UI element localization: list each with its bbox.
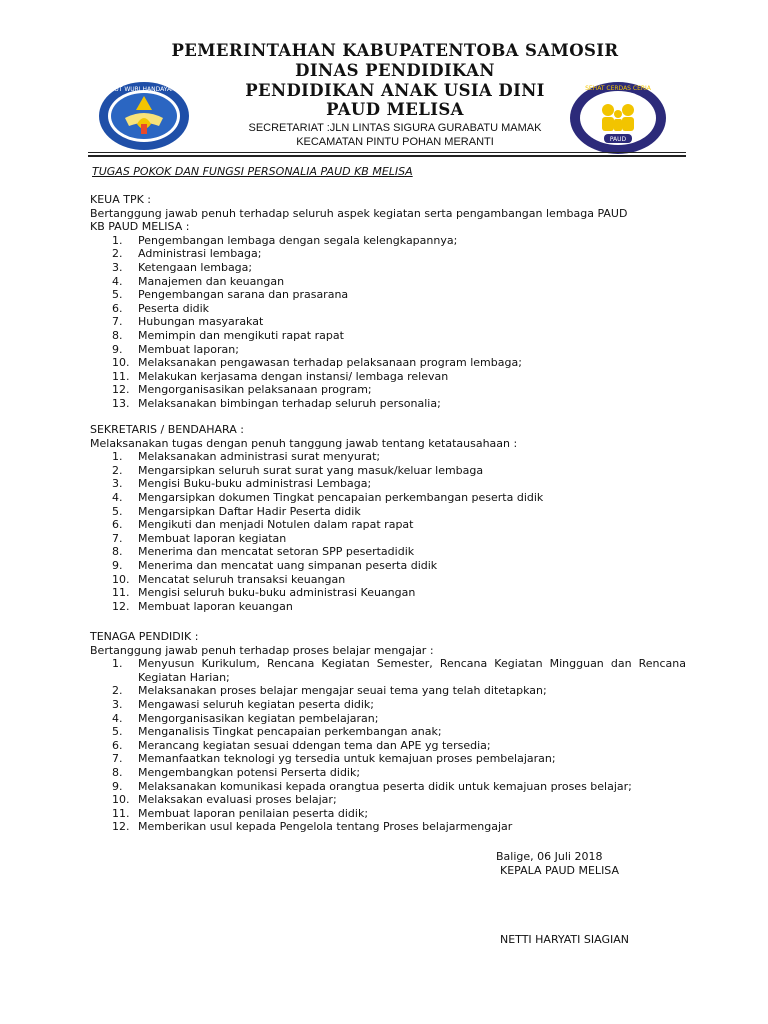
right-logo-motto: SEHAT CERDAS CERIA xyxy=(585,85,651,92)
list-item: 10. Melaksanakan pengawasan terhadap pelaksanaan program lembaga; xyxy=(112,356,522,370)
header-address-2: KECAMATAN PINTU POHAN MERANTI xyxy=(296,136,494,148)
list-item: 11. Mengisi seluruh buku-buku administrasi Keuangan xyxy=(112,586,416,600)
list-item: 12. Mengorganisasikan pelaksanaan program; xyxy=(112,383,372,397)
left-logo-motto: TUT WURI HANDAYANI xyxy=(110,86,178,93)
list-item: 7. Hubungan masyarakat xyxy=(112,315,264,329)
duty-list xyxy=(90,450,690,613)
list-item: 6. Mengikuti dan menjadi Notulen dalam rapat rapat xyxy=(112,518,414,532)
right-logo-label: PAUD xyxy=(609,136,627,143)
list-item: 4. Mengorganisasikan kegiatan pembelajaran; xyxy=(112,711,379,725)
list-item: 3. Mengawasi seluruh kegiatan peserta didik; xyxy=(112,697,374,711)
section-tenaga-pendidik xyxy=(90,630,690,834)
list-item: 9. Membuat laporan; xyxy=(112,342,239,356)
list-item: 9. Melaksanakan komunikasi kepada orangtua peserta didik untuk kemajuan proses belajar; xyxy=(112,779,632,793)
list-item: 1. Menyusun Kurikulum, Rencana Kegiatan Semester, Rencana Kegiatan Mingguan dan Rencana Kegiatan Harian; xyxy=(112,657,686,684)
list-item: 6. Peserta didik xyxy=(112,301,210,315)
header-rule-thick xyxy=(88,155,686,157)
list-item: 12. Membuat laporan keuangan xyxy=(112,599,293,613)
list-item: 5. Mengarsipkan Daftar Hadir Peserta didik xyxy=(112,504,361,518)
header-line-3: PENDIDIKAN ANAK USIA DINI xyxy=(245,81,545,100)
list-item: 8. Menerima dan mencatat setoran SPP pesertadidik xyxy=(112,545,415,559)
list-item: 12. Memberikan usul kepada Pengelola tentang Proses belajarmengajar xyxy=(112,820,513,834)
header-line-2: DINAS PENDIDIKAN xyxy=(295,61,495,80)
document-title: TUGAS POKOK DAN FUNGSI PERSONALIA PAUD KB MELISA xyxy=(92,165,413,178)
list-item: 5. Menganalisis Tingkat pencapaian perkembangan anak; xyxy=(112,725,442,739)
list-item: 10. Melaksakan evaluasi proses belajar; xyxy=(112,793,337,807)
header-rule-thin xyxy=(88,152,686,153)
duty-list xyxy=(90,234,690,411)
signature-role: KEPALA PAUD MELISA xyxy=(500,864,620,877)
signature-name: NETTI HARYATI SIAGIAN xyxy=(500,933,629,946)
section-intro: Bertanggung jawab penuh terhadap seluruh aspek kegiatan serta pengambangan lembaga PAUD xyxy=(90,206,628,220)
list-item: 8. Mengembangkan potensi Perserta didik; xyxy=(112,765,361,779)
list-item: 2. Melaksanakan proses belajar mengajar seuai tema yang telah ditetapkan; xyxy=(112,684,547,698)
section-sekretaris xyxy=(90,423,690,613)
list-item: 9. Menerima dan mencatat uang simpanan peserta didik xyxy=(112,558,438,572)
list-item: 11. Melakukan kerjasama dengan instansi/ lembaga relevan xyxy=(112,369,449,383)
list-item: 13. Melaksanakan bimbingan terhadap seluruh personalia; xyxy=(112,396,441,410)
section-ketua xyxy=(90,193,690,411)
list-item: 10. Mencatat seluruh transaksi keuangan xyxy=(112,572,346,586)
section-intro: KB PAUD MELISA : xyxy=(90,220,190,234)
list-item: 7. Memanfaatkan teknologi yg tersedia untuk kemajuan proses pembelajaran; xyxy=(112,752,556,766)
list-item: 7. Membuat laporan kegiatan xyxy=(112,531,287,545)
section-intro: Bertanggung jawab penuh terhadap proses belajar mengajar : xyxy=(90,643,434,657)
list-item: 8. Memimpin dan mengikuti rapat rapat xyxy=(112,328,344,342)
header-line-1: PEMERINTAHAN KABUPATENTOBA SAMOSIR xyxy=(171,41,619,60)
list-item: 4. Manajemen dan keuangan xyxy=(112,274,285,288)
section-intro: Melaksanakan tugas dengan penuh tanggung jawab tentang ketatausahaan : xyxy=(90,436,518,450)
list-item: 5. Pengembangan sarana dan prasarana xyxy=(112,288,349,302)
section-heading: TENAGA PENDIDIK : xyxy=(90,630,199,643)
list-item: 1. Melaksanakan administrasi surat menyurat; xyxy=(112,450,381,464)
list-item: 2. Administrasi lembaga; xyxy=(112,247,262,261)
list-item: 3. Mengisi Buku-buku administrasi Lembaga; xyxy=(112,477,372,491)
list-item: 4. Mengarsipkan dokumen Tingkat pencapaian perkembangan peserta didik xyxy=(112,490,544,504)
header-address-1: SECRETARIAT :JLN LINTAS SIGURA GURABATU MAMAK xyxy=(248,122,542,134)
list-item: 11. Membuat laporan penilaian peserta didik; xyxy=(112,806,369,820)
list-item: 6. Merancang kegiatan sesuai ddengan tema dan APE yg tersedia; xyxy=(112,738,491,752)
section-heading: KEUA TPK : xyxy=(90,193,152,206)
signature-place-date: Balige, 06 Juli 2018 xyxy=(496,850,603,863)
list-item: 1. Pengembangan lembaga dengan segala kelengkapannya; xyxy=(112,233,458,247)
duty-list xyxy=(90,657,690,834)
header-line-4: PAUD MELISA xyxy=(326,100,464,119)
list-item: 3. Ketengaan lembaga; xyxy=(112,260,253,274)
section-heading: SEKRETARIS / BENDAHARA : xyxy=(90,423,244,436)
list-item: 2. Mengarsipkan seluruh surat surat yang masuk/keluar lembaga xyxy=(112,463,484,477)
